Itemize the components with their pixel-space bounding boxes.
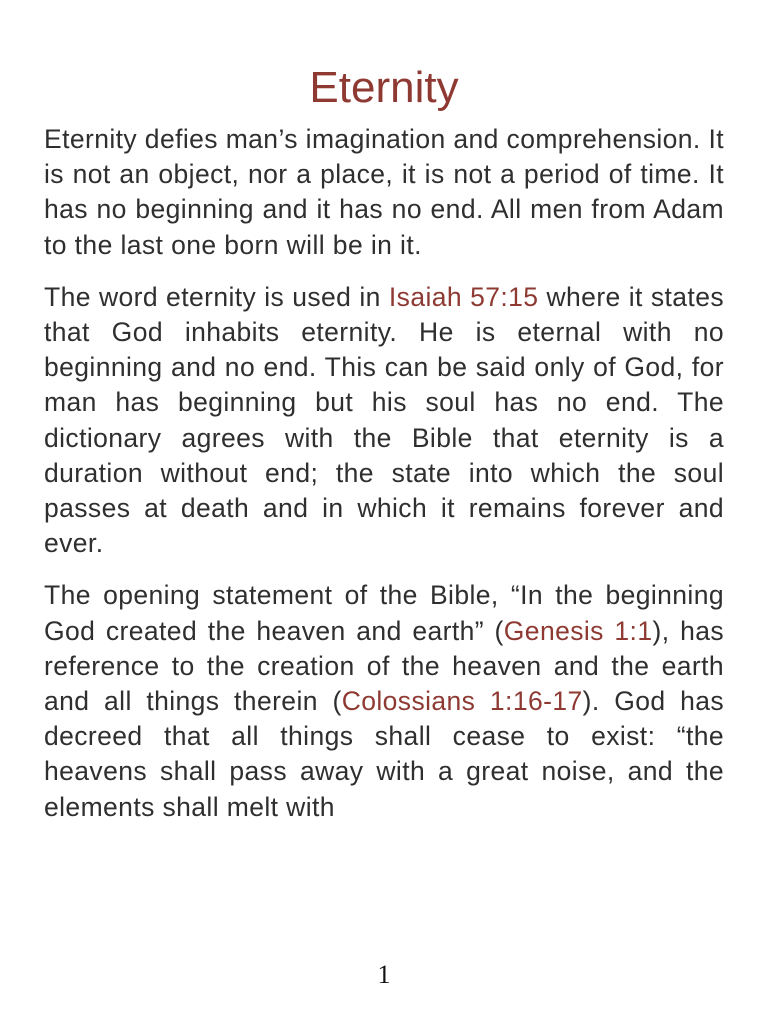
page-number: 1 <box>377 960 391 989</box>
paragraph-1 <box>44 122 724 263</box>
page-title: Eternity <box>309 63 459 112</box>
paragraph-text: ). God has decreed that all things shall cease to exist: “the heavens shall pass away with a great noise, and the elements shall melt with <box>44 686 725 822</box>
paragraph-3 <box>44 578 724 824</box>
scripture-reference-genesis[interactable]: Genesis 1:1 <box>503 615 653 646</box>
scripture-reference-isaiah[interactable]: Isaiah 57:15 <box>388 281 539 312</box>
paragraph-text: ), has reference to the creation of the heaven and the earth and all things therein ( <box>44 615 724 717</box>
scripture-reference-colossians[interactable]: Colossians 1:16-17 <box>341 686 583 717</box>
paragraph-text: The word eternity is used in <box>44 281 389 312</box>
paragraph-text: where it states that God inhabits eternity. He is eternal with no beginning and no end. This can be said only of God, for man has beginning but his soul has no end. The dictionary agrees with the Bible that eternity is a duration without end; the state into which the soul passes at death and in which it remains forever and ever. <box>44 281 724 559</box>
paragraph-2 <box>44 280 724 562</box>
body-text <box>44 122 724 842</box>
paragraph-text: Eternity defies man’s imagination and comprehension. It is not an object, nor a place, it is not a period of time. It has no beginning and it has no end. All men from Adam to the last one born will be in it. <box>44 124 724 260</box>
paragraph-text: The opening statement of the Bible, “In the beginning God created the heaven and earth” ( <box>44 580 724 646</box>
